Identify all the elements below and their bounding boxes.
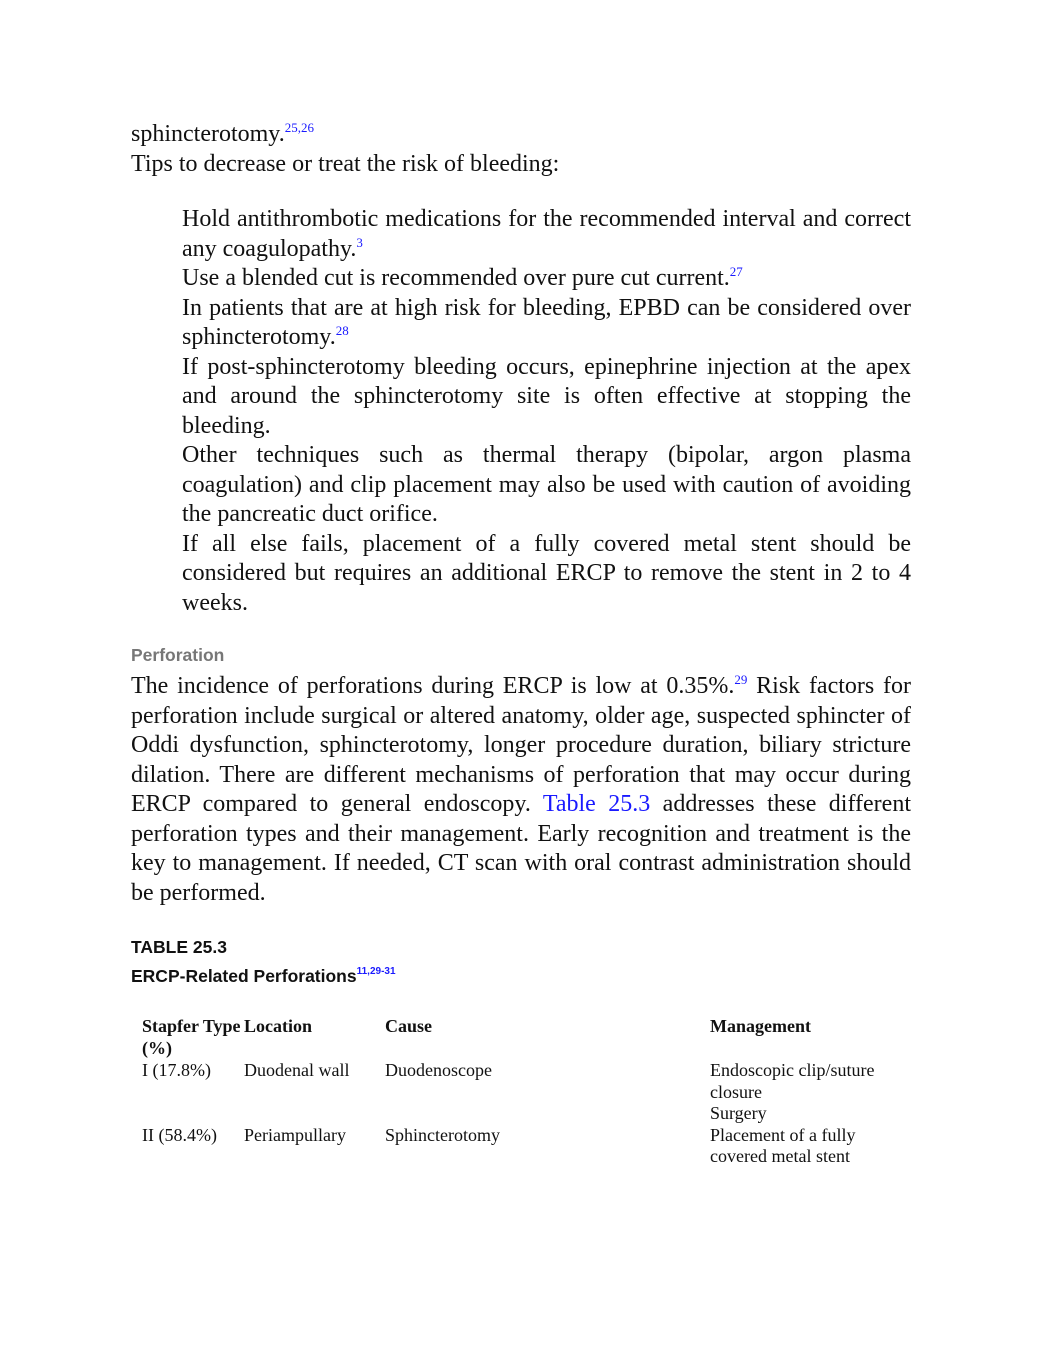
table-title-text: ERCP-Related Perforations	[131, 966, 357, 986]
tip-text: If all else fails, placement of a fully covered metal stent should be considered but requires an additional ERCP to remove the stent in 2 to 4 weeks.	[182, 530, 911, 616]
tip-text: In patients that are at high risk for bleeding, EPBD can be considered over sphincterotomy.	[182, 294, 911, 350]
citation-ref[interactable]: 3	[356, 234, 363, 250]
column-header: Location	[244, 1016, 313, 1036]
column-header: Cause	[385, 1016, 433, 1036]
cell-management	[710, 1060, 911, 1125]
citation-ref[interactable]: 25,26	[284, 120, 314, 135]
continuation-text: sphincterotomy.	[131, 121, 285, 147]
cell-location: Periampullary	[244, 1124, 346, 1145]
management-line: Placement of a fully covered metal stent	[710, 1124, 856, 1166]
citation-ref[interactable]: 11,29-31	[356, 966, 396, 977]
tip-item	[182, 205, 911, 264]
table-header-row	[131, 1016, 911, 1060]
cell-location: Duodenal wall	[244, 1060, 350, 1080]
tips-lead: Tips to decrease or treat the risk of bleeding:	[131, 150, 560, 177]
cell-cause: Duodenoscope	[385, 1060, 492, 1080]
tip-text: Hold antithrombotic medications for the recommended interval and correct any coagulopathy.	[182, 206, 911, 262]
cell-management	[710, 1125, 911, 1168]
continuation-line	[131, 120, 911, 150]
perforations-table	[131, 1016, 911, 1168]
table-link[interactable]: Table 25.3	[542, 791, 651, 817]
tip-item	[182, 441, 911, 530]
citation-ref[interactable]: 28	[335, 323, 349, 338]
tip-item	[182, 294, 911, 353]
citation-ref[interactable]: 29	[734, 672, 748, 687]
intro-block	[131, 120, 911, 179]
citation-ref[interactable]: 27	[729, 264, 743, 279]
cell-type: I (17.8%)	[142, 1060, 211, 1080]
tip-text: Use a blended cut is recommended over pure cut current.	[182, 265, 730, 291]
management-line: Endoscopic clip/suture closure	[710, 1060, 875, 1102]
perforation-paragraph	[131, 672, 911, 908]
table-label: TABLE 25.3	[131, 937, 227, 957]
table-row	[131, 1125, 911, 1168]
table-row	[131, 1060, 911, 1125]
paragraph-text: Risk factors for perforation include surgical or altered anatomy, older age, suspected sphincter of Oddi dysfunction, sphincterotomy, longer procedure duration, biliary stricture dilation. There are different mechanisms of perforation that may occur during ERCP compared to general endoscopy.	[131, 673, 911, 817]
table-title	[131, 965, 911, 987]
column-header: Stapfer Type (%)	[142, 1016, 241, 1058]
tip-item	[182, 353, 911, 442]
paragraph-text: The incidence of perforations during ERCP is low at 0.35%.	[131, 673, 735, 699]
paragraph-text: addresses these different perforation types and their management. Early recognition and treatment is the key to management. If needed, CT scan with oral contrast administration should be performed.	[131, 791, 911, 906]
column-header: Management	[710, 1016, 811, 1036]
cell-cause: Sphincterotomy	[385, 1124, 500, 1145]
document-page	[131, 120, 911, 1168]
tips-list	[182, 205, 911, 618]
tip-item	[182, 530, 911, 619]
management-line: Surgery	[710, 1103, 767, 1123]
section-heading-perforation: Perforation	[131, 645, 225, 665]
tip-text: If post-sphincterotomy bleeding occurs, epinephrine injection at the apex and around the sphincterotomy site is often effective at stopping the bleeding.	[182, 353, 911, 439]
tip-text: Other techniques such as thermal therapy (bipolar, argon plasma coagulation) and clip placement may also be used with caution of avoiding the pancreatic duct orifice.	[182, 442, 911, 527]
tip-item	[182, 264, 911, 294]
cell-type: II (58.4%)	[142, 1124, 217, 1145]
